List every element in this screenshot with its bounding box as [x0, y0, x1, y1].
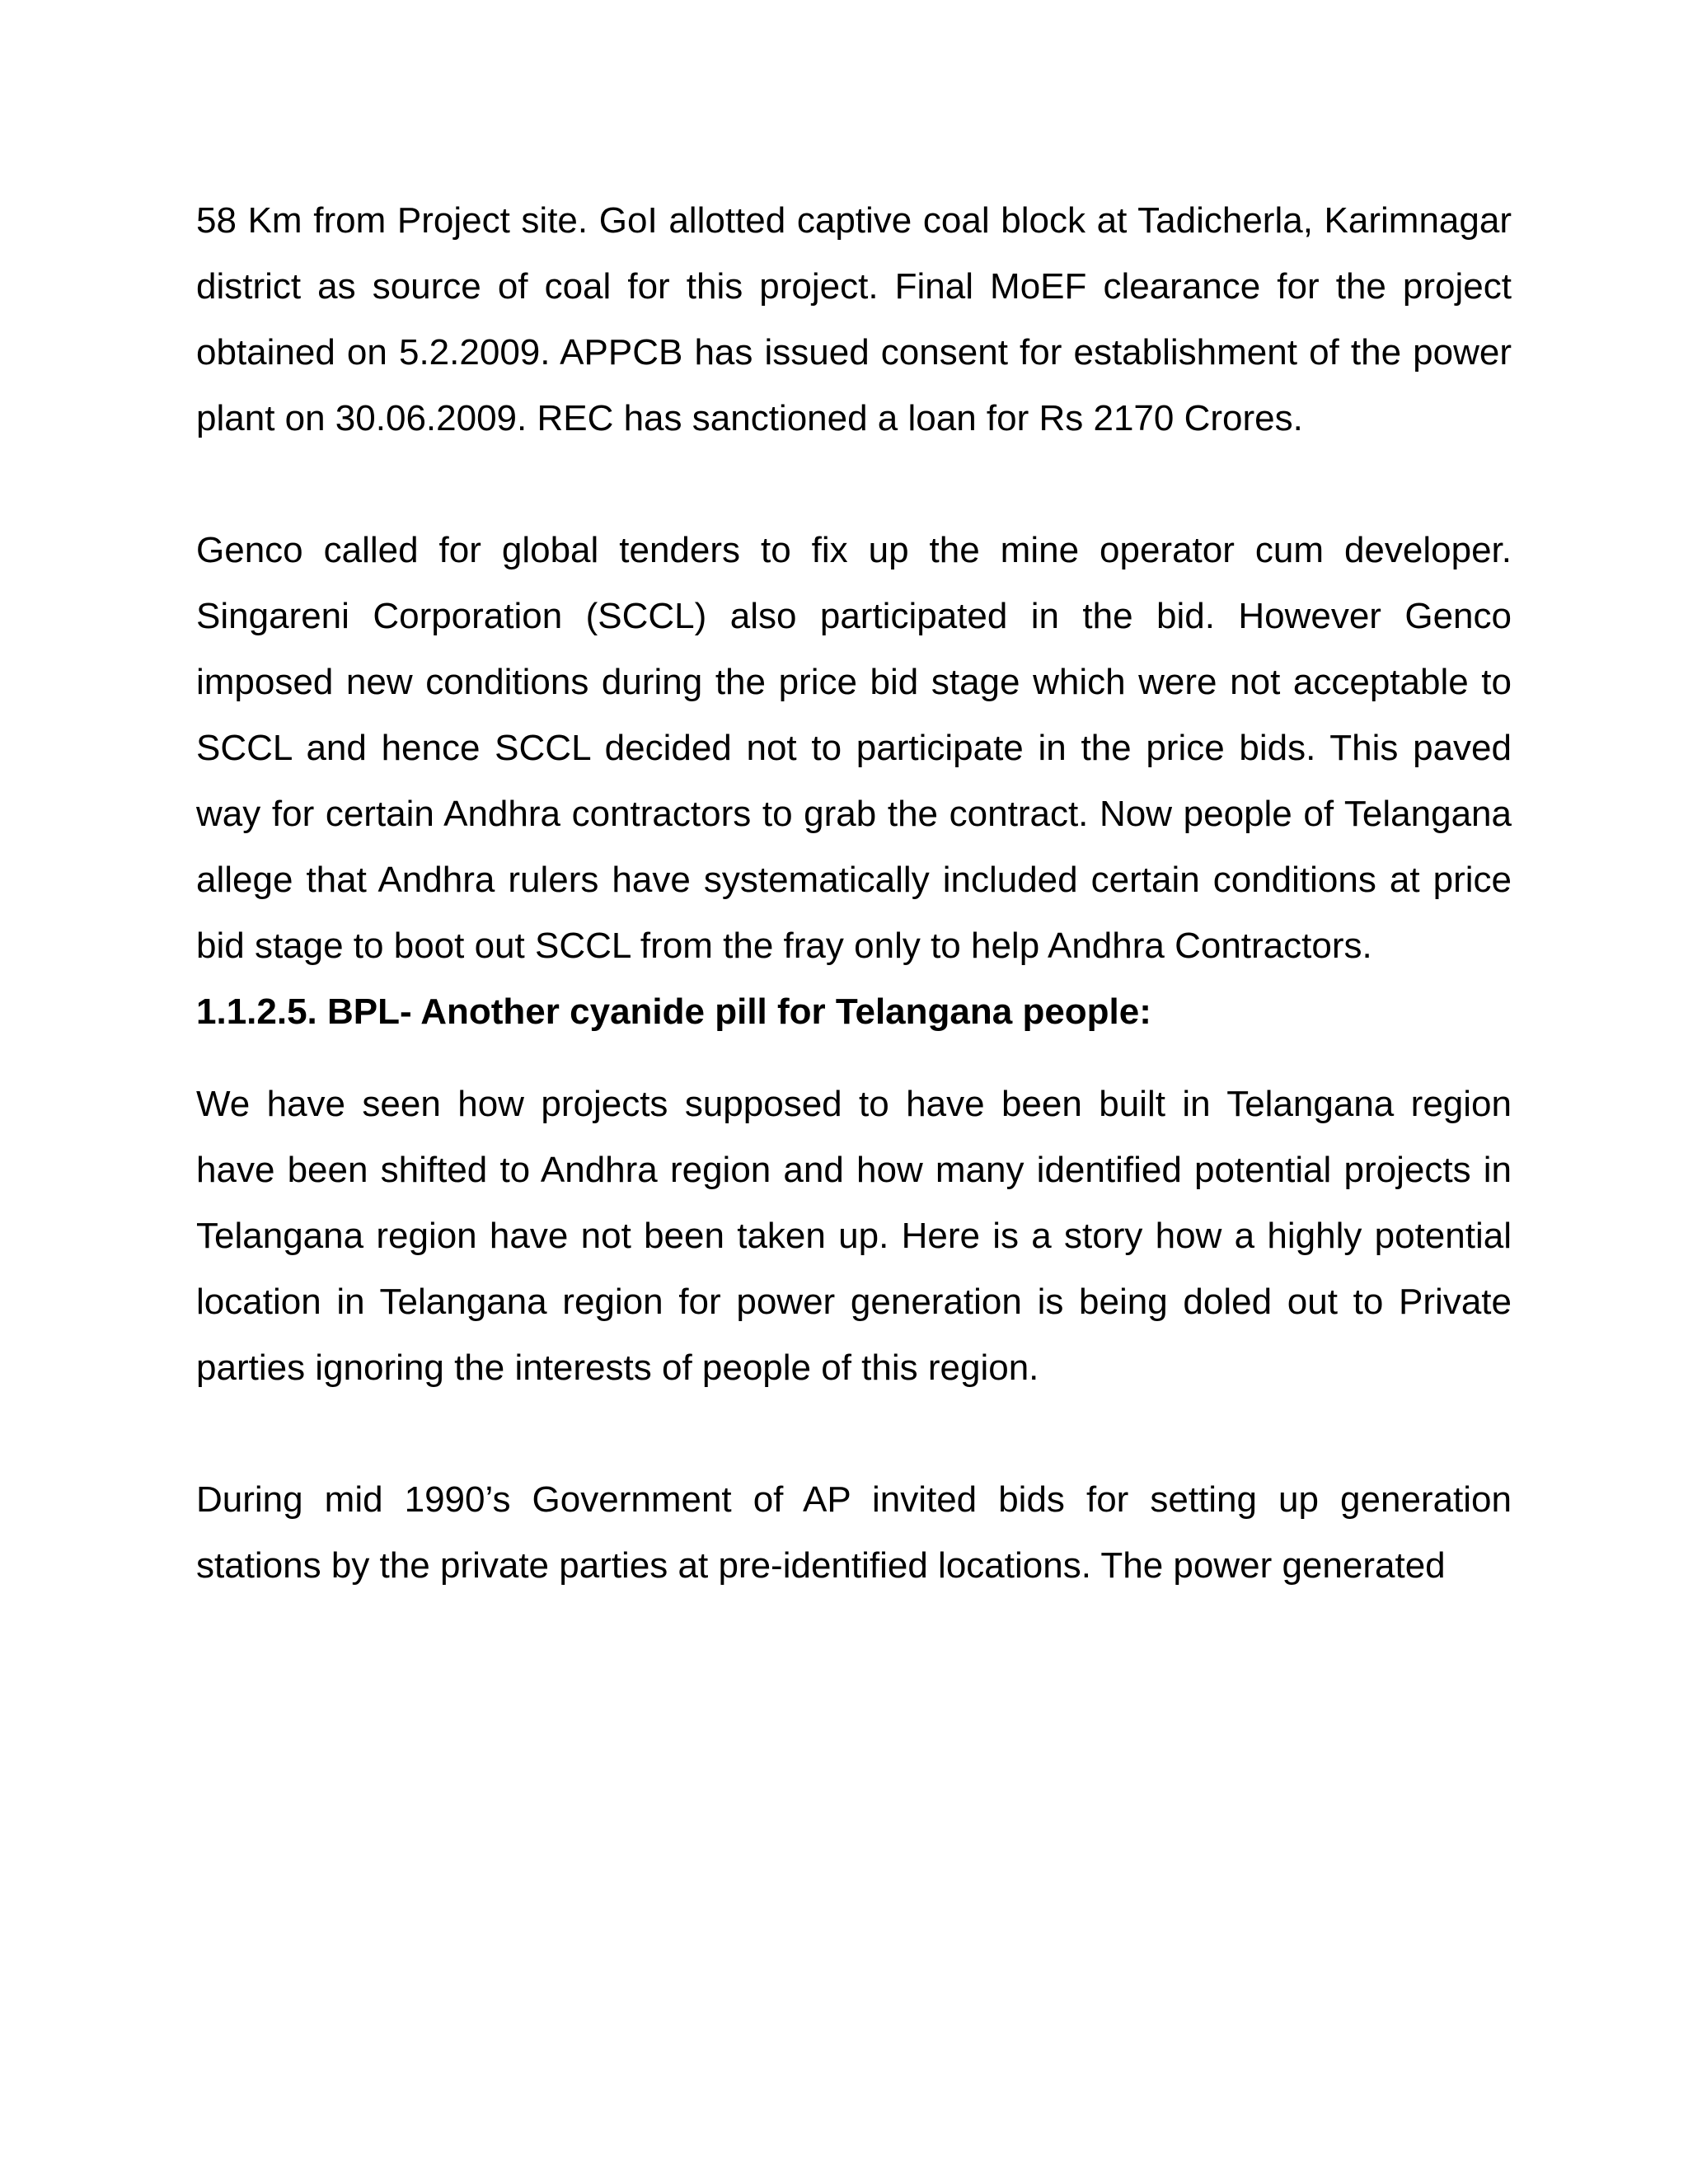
paragraph-projects-shifted: We have seen how projects supposed to have been built in Telangana region have been shifted to Andhra region and how many identified potential projects in Telangana region have not been taken up. Here is a story how a highly potential location in Telangana region for power generation is being doled out to Private parties ignoring the interests of people of this region.: [196, 1084, 1512, 1388]
section-heading: 1.1.2.5. BPL- Another cyanide pill for Telangana people:: [196, 991, 1151, 1032]
paragraph-mid-1990s-bids: During mid 1990’s Government of AP invited bids for setting up generation stations by the private parties at pre-identified locations. The power generated: [196, 1479, 1512, 1586]
document-body: [196, 188, 1512, 1599]
paragraph-coal-block: 58 Km from Project site. GoI allotted captive coal block at Tadicherla, Karimnagar district as source of coal for this project. Final MoEF clearance for the project obtained on 5.2.2009. APPCB has issued consent for establishment of the power plant on 30.06.2009. REC has sanctioned a loan for Rs 2170 Crores.: [196, 200, 1512, 438]
paragraph-genco-tenders: Genco called for global tenders to fix up the mine operator cum developer. Singareni Corporation (SCCL) also participated in the bid. However Genco imposed new conditions during the price bid stage which were not acceptable to SCCL and hence SCCL decided not to participate in the price bids. This paved way for certain Andhra contractors to grab the contract. Now people of Telangana allege that Andhra rulers have systematically included certain conditions at price bid stage to boot out SCCL from the fray only to help Andhra Contractors.: [196, 530, 1512, 966]
